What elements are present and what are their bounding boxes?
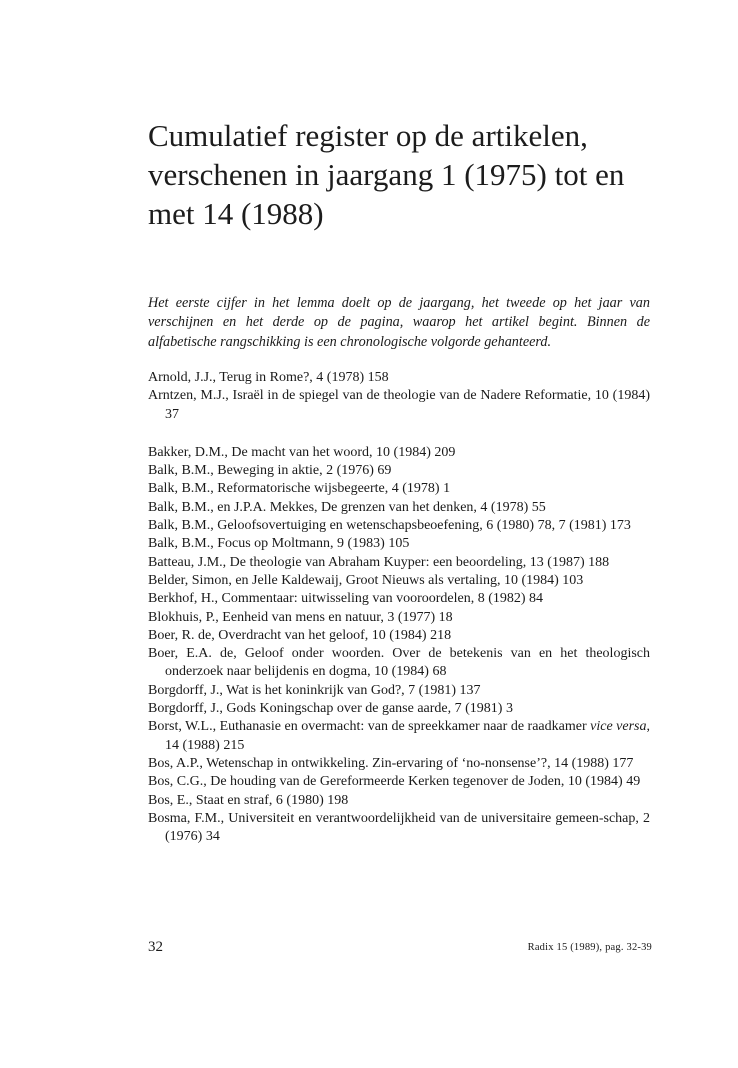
register-entry: Bos, E., Staat en straf, 6 (1980) 198	[148, 792, 349, 808]
register-entry: Bos, A.P., Wetenschap in ontwikkeling. Zin-ervaring of ‘no-nonsense’?, 14 (1988) 177	[148, 755, 634, 771]
register-entry: Bosma, F.M., Universiteit en verantwoordelijkheid van de universitaire gemeen-schap, 2 (1976) 34	[148, 810, 650, 845]
entry-italic-text: vice versa	[590, 719, 647, 735]
register-entry: Balk, B.M., Beweging in aktie, 2 (1976) 69	[148, 463, 392, 479]
register-entry: Balk, B.M., Reformatorische wijsbegeerte, 4 (1978) 1	[148, 481, 451, 497]
register-entry: Borgdorff, J., Gods Koningschap over de ganse aarde, 7 (1981) 3	[148, 701, 513, 717]
page-title: Cumulatief register op de artikelen, verschenen in jaargang 1 (1975) tot en met 14 (1988)	[148, 118, 625, 231]
register-entry: Blokhuis, P., Eenheid van mens en natuur, 3 (1977) 18	[148, 609, 453, 625]
register-entry: Arnold, J.J., Terug in Rome?, 4 (1978) 158	[148, 370, 389, 385]
entry-text: Borst, W.L., Euthanasie en overmacht: van de spreekkamer naar de raadkamer	[148, 719, 591, 735]
register-entry: Balk, B.M., Focus op Moltmann, 9 (1983) 105	[148, 536, 410, 552]
register-entry: Bakker, D.M., De macht van het woord, 10 (1984) 209	[148, 444, 456, 460]
register-entry: Belder, Simon, en Jelle Kaldewaij, Groot Nieuws als vertaling, 10 (1984) 103	[148, 572, 584, 588]
register-entry: Batteau, J.M., De theologie van Abraham Kuyper: een beoordeling, 13 (1987) 188	[148, 554, 610, 570]
register-entry: Boer, E.A. de, Geloof onder woorden. Over de betekenis van en het theologisch onderzoek naar belijdenis en dogma, 10 (1984) 68	[148, 646, 650, 680]
register-entry: Balk, B.M., Geloofsovertuiging en wetenschapsbeoefening, 6 (1980) 78, 7 (1981) 173	[148, 518, 631, 534]
register-entry: Berkhof, H., Commentaar: uitwisseling van vooroordelen, 8 (1982) 84	[148, 591, 544, 607]
journal-citation: Radix 15 (1989), pag. 32-39	[527, 942, 652, 953]
register-entry: Boer, R. de, Overdracht van het geloof, 10 (1984) 218	[148, 627, 452, 643]
register-entry	[148, 718, 650, 755]
register-entry: Balk, B.M., en J.P.A. Mekkes, De grenzen van het denken, 4 (1978) 55	[148, 499, 546, 515]
page-number: 32	[148, 939, 163, 955]
entry-text-after: , 14 (1988) 215	[165, 719, 650, 753]
register-entries	[148, 369, 650, 846]
intro-paragraph: Het eerste cijfer in het lemma doelt op de jaargang, het tweede op het jaar van verschijnen en het derde op de pagina, waarop het artikel begint. Binnen de alfabetische rangschikking is een chronologische volgorde gehanteerd.	[148, 295, 650, 350]
register-entry: Arntzen, M.J., Israël in de spiegel van de theologie van de Nadere Reformatie, 10 (1984) 37	[148, 388, 650, 422]
register-entry: Borgdorff, J., Wat is het koninkrijk van God?, 7 (1981) 137	[148, 682, 481, 698]
register-entry: Bos, C.G., De houding van de Gereformeerde Kerken tegenover de Joden, 10 (1984) 49	[148, 774, 641, 790]
